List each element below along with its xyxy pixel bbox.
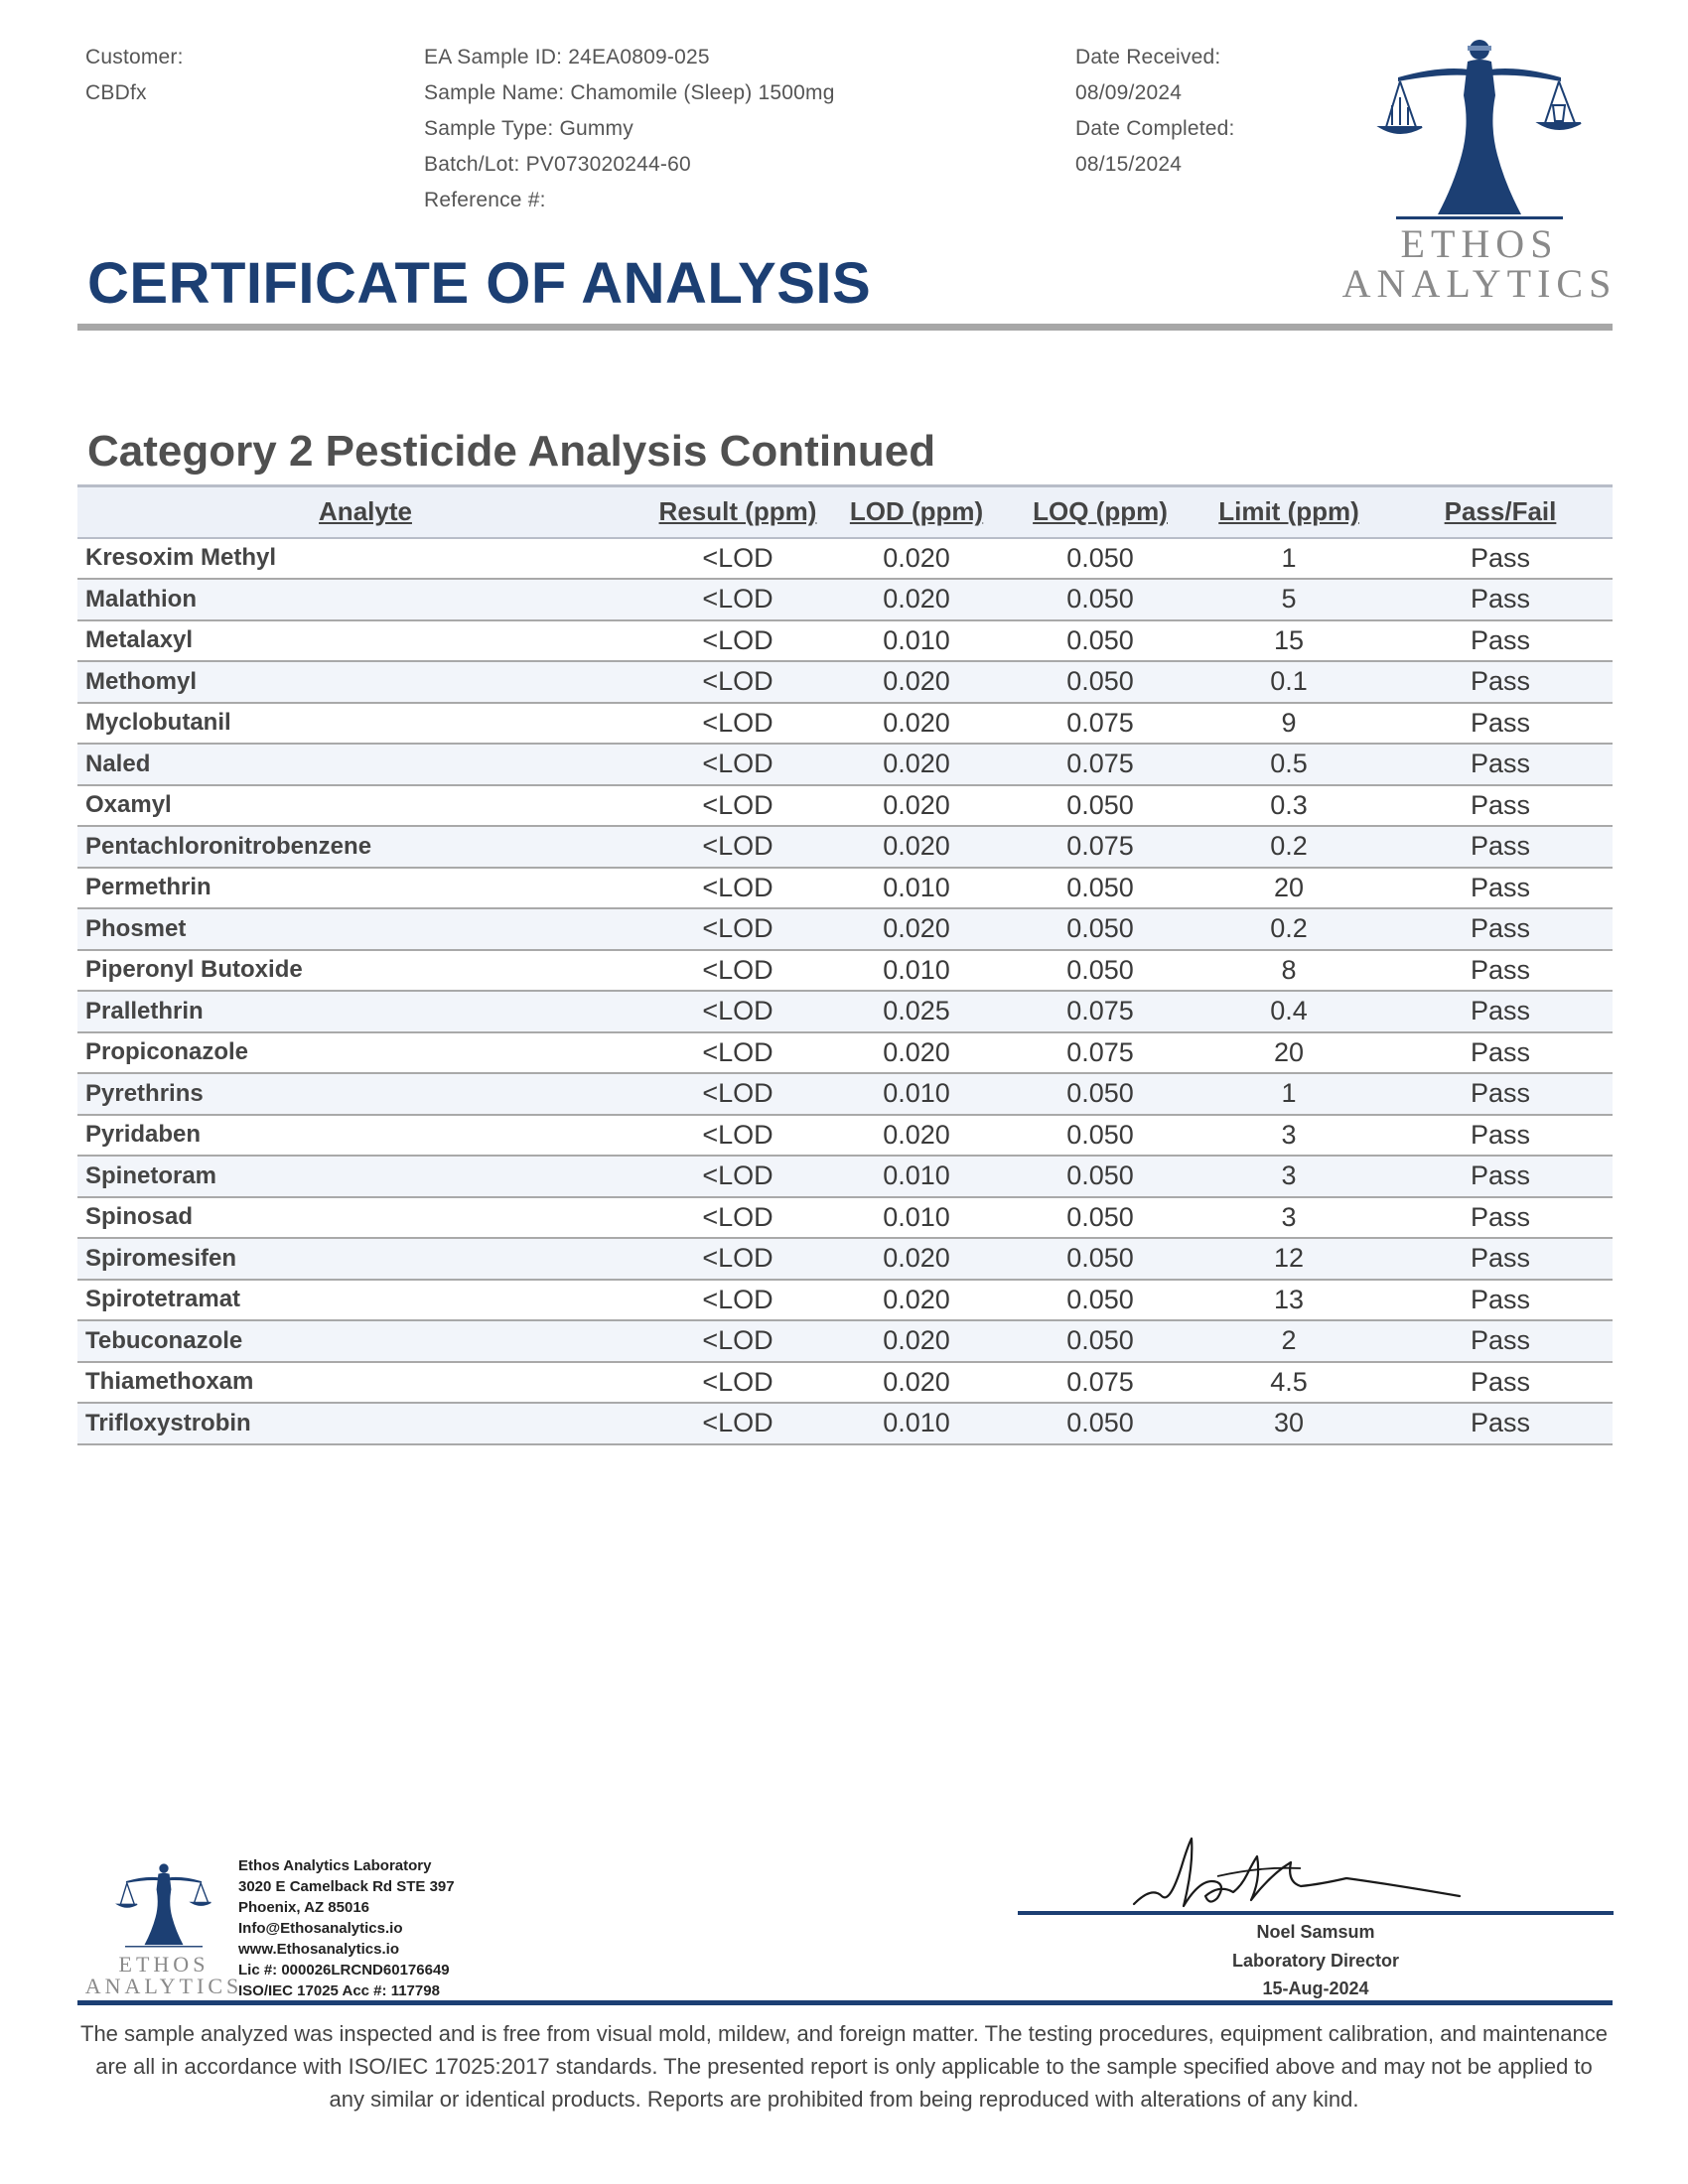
header-limit: Limit (ppm) (1218, 496, 1359, 527)
analyte-cell: Pyrethrins (85, 1079, 204, 1107)
footer-logo-word-analytics: ANALYTICS (84, 1974, 243, 1998)
analyte-cell: Phosmet (85, 914, 187, 942)
table-row (77, 826, 1613, 868)
limit-cell: 0.4 (1270, 996, 1308, 1026)
result-cell: <LOD (702, 1160, 774, 1191)
lod-cell: 0.025 (883, 996, 950, 1026)
lod-cell: 0.020 (883, 584, 950, 614)
header-pass-fail: Pass/Fail (1444, 496, 1557, 527)
pass-fail-cell: Pass (1470, 996, 1531, 1026)
limit-cell: 3 (1281, 1160, 1297, 1191)
analyte-cell: Trifloxystrobin (85, 1409, 251, 1436)
lod-cell: 0.010 (883, 624, 950, 655)
analyte-cell: Prallethrin (85, 997, 204, 1024)
table-row (77, 661, 1613, 703)
table-row (77, 1032, 1613, 1074)
signature-rule (1018, 1911, 1614, 1915)
pass-fail-cell: Pass (1470, 624, 1531, 655)
result-cell: <LOD (702, 666, 774, 697)
loq-cell: 0.075 (1066, 996, 1134, 1026)
analyte-cell: Myclobutanil (85, 709, 231, 737)
sample-type: Sample Type: Gummy (424, 117, 633, 140)
pass-fail-cell: Pass (1470, 954, 1531, 985)
lod-cell: 0.020 (883, 707, 950, 738)
limit-cell: 1 (1281, 542, 1297, 573)
customer-value: CBDfx (85, 81, 147, 104)
pass-fail-cell: Pass (1470, 1366, 1531, 1397)
table-row (77, 868, 1613, 909)
analyte-cell: Piperonyl Butoxide (85, 956, 303, 984)
table-row (77, 538, 1613, 580)
limit-cell: 8 (1281, 954, 1297, 985)
limit-cell: 3 (1281, 1201, 1297, 1232)
pass-fail-cell: Pass (1470, 749, 1531, 779)
analyte-cell: Spinetoram (85, 1161, 217, 1189)
lab-iso-accreditation: ISO/IEC 17025 Acc #: 117798 (238, 1982, 440, 1999)
analyte-cell: Naled (85, 750, 151, 777)
lod-cell: 0.010 (883, 1201, 950, 1232)
customer-label: Customer: (85, 46, 184, 68)
date-completed-label: Date Completed: (1075, 117, 1235, 140)
batch-lot: Batch/Lot: PV073020244-60 (424, 153, 691, 176)
analyte-cell: Malathion (85, 585, 197, 613)
lab-address-line2: Phoenix, AZ 85016 (238, 1899, 369, 1916)
pass-fail-cell: Pass (1470, 1078, 1531, 1109)
limit-cell: 2 (1281, 1325, 1297, 1356)
loq-cell: 0.075 (1066, 831, 1134, 862)
lod-cell: 0.020 (883, 1325, 950, 1356)
limit-cell: 13 (1273, 1284, 1305, 1314)
result-cell: <LOD (702, 789, 774, 820)
loq-cell: 0.050 (1066, 584, 1134, 614)
limit-cell: 20 (1273, 1036, 1305, 1067)
loq-cell: 0.050 (1066, 913, 1134, 944)
loq-cell: 0.050 (1066, 1325, 1134, 1356)
date-received-label: Date Received: (1075, 46, 1221, 68)
sample-name: Sample Name: Chamomile (Sleep) 1500mg (424, 81, 835, 104)
pass-fail-cell: Pass (1470, 1201, 1531, 1232)
lod-cell: 0.020 (883, 1036, 950, 1067)
result-cell: <LOD (702, 996, 774, 1026)
result-cell: <LOD (702, 954, 774, 985)
signer-name: Noel Samsum (1256, 1922, 1375, 1942)
analyte-cell: Spinosad (85, 1203, 194, 1231)
analyte-cell: Permethrin (85, 874, 211, 901)
footer-logo-word-ethos: ETHOS (118, 1952, 210, 1977)
analyte-cell: Metalaxyl (85, 626, 194, 654)
result-cell: <LOD (702, 831, 774, 862)
table-row (77, 1115, 1613, 1157)
result-cell: <LOD (702, 1243, 774, 1274)
result-cell: <LOD (702, 1408, 774, 1438)
lab-website: www.Ethosanalytics.io (238, 1941, 399, 1958)
pass-fail-cell: Pass (1470, 1119, 1531, 1150)
lod-cell: 0.010 (883, 1078, 950, 1109)
limit-cell: 12 (1273, 1243, 1305, 1274)
limit-cell: 5 (1281, 584, 1297, 614)
pass-fail-cell: Pass (1470, 1036, 1531, 1067)
limit-cell: 3 (1281, 1119, 1297, 1150)
signature-image (1122, 1827, 1479, 1916)
header-loq: LOQ (ppm) (1033, 496, 1168, 527)
pass-fail-cell: Pass (1470, 1160, 1531, 1191)
analyte-cell: Oxamyl (85, 791, 172, 819)
table-row (77, 579, 1613, 620)
limit-cell: 20 (1273, 872, 1305, 902)
disclaimer-text: The sample analyzed was inspected and is free from visual mold, mildew, and foreign matter. The testing procedures, equipment calibration, and maintenance are all in accordance with ISO/IEC 17025:2017 standards. The presented report is only applicable to the sample specified above and may not be applied to any similar or identical products. Reports are prohibited from being reproduced with alterations of any kind. (80, 2021, 1608, 2112)
date-completed-value: 08/15/2024 (1075, 153, 1183, 176)
analyte-cell: Spiromesifen (85, 1244, 237, 1272)
table-header-row (77, 486, 1613, 538)
analyte-cell: Spirotetramat (85, 1286, 241, 1313)
lod-cell: 0.020 (883, 1243, 950, 1274)
lod-cell: 0.020 (883, 666, 950, 697)
logo-word-ethos: ETHOS (1400, 221, 1559, 266)
result-cell: <LOD (702, 707, 774, 738)
pass-fail-cell: Pass (1470, 872, 1531, 902)
lod-cell: 0.020 (883, 789, 950, 820)
limit-cell: 0.5 (1270, 749, 1308, 779)
loq-cell: 0.050 (1066, 666, 1134, 697)
table-row (77, 785, 1613, 827)
table-row (77, 1156, 1613, 1197)
header-analyte: Analyte (319, 496, 412, 527)
loq-cell: 0.050 (1066, 1408, 1134, 1438)
loq-cell: 0.075 (1066, 749, 1134, 779)
lod-cell: 0.020 (883, 1284, 950, 1314)
pass-fail-cell: Pass (1470, 913, 1531, 944)
lod-cell: 0.010 (883, 872, 950, 902)
table-row (77, 744, 1613, 785)
analyte-cell: Propiconazole (85, 1038, 249, 1066)
result-cell: <LOD (702, 749, 774, 779)
loq-cell: 0.050 (1066, 624, 1134, 655)
section-title: Category 2 Pesticide Analysis Continued (87, 427, 936, 476)
result-cell: <LOD (702, 1201, 774, 1232)
loq-cell: 0.050 (1066, 1119, 1134, 1150)
loq-cell: 0.050 (1066, 954, 1134, 985)
analyte-cell: Tebuconazole (85, 1326, 243, 1354)
table-row (77, 991, 1613, 1032)
pass-fail-cell: Pass (1470, 1325, 1531, 1356)
loq-cell: 0.050 (1066, 789, 1134, 820)
table-row (77, 1362, 1613, 1404)
limit-cell: 0.3 (1270, 789, 1308, 820)
title-divider (77, 324, 1613, 331)
limit-cell: 0.1 (1270, 666, 1308, 697)
result-cell: <LOD (702, 1284, 774, 1314)
table-row (77, 620, 1613, 662)
loq-cell: 0.050 (1066, 542, 1134, 573)
document-title: CERTIFICATE OF ANALYSIS (87, 251, 872, 316)
limit-cell: 0.2 (1270, 913, 1308, 944)
table-row (77, 1197, 1613, 1239)
lod-cell: 0.020 (883, 1366, 950, 1397)
pass-fail-cell: Pass (1470, 789, 1531, 820)
limit-cell: 0.2 (1270, 831, 1308, 862)
lod-cell: 0.020 (883, 542, 950, 573)
signer-title: Laboratory Director (1231, 1951, 1400, 1971)
lab-address-line1: 3020 E Camelback Rd STE 397 (238, 1878, 455, 1895)
lod-cell: 0.010 (883, 954, 950, 985)
lod-cell: 0.010 (883, 1408, 950, 1438)
pass-fail-cell: Pass (1470, 542, 1531, 573)
loq-cell: 0.050 (1066, 1243, 1134, 1274)
footer-divider (77, 2000, 1613, 2005)
analyte-cell: Thiamethoxam (85, 1368, 254, 1396)
lod-cell: 0.010 (883, 1160, 950, 1191)
pass-fail-cell: Pass (1470, 1408, 1531, 1438)
limit-cell: 30 (1273, 1408, 1305, 1438)
header-result: Result (ppm) (658, 496, 817, 527)
loq-cell: 0.050 (1066, 1160, 1134, 1191)
footer-ethos-logo-icon (99, 1848, 228, 1968)
lab-name: Ethos Analytics Laboratory (238, 1857, 432, 1874)
result-cell: <LOD (702, 1119, 774, 1150)
lab-email: Info@Ethosanalytics.io (238, 1920, 403, 1937)
table-row (77, 908, 1613, 950)
analyte-cell: Pentachloronitrobenzene (85, 832, 372, 860)
header-lod: LOD (ppm) (849, 496, 984, 527)
pass-fail-cell: Pass (1470, 831, 1531, 862)
lod-cell: 0.020 (883, 1119, 950, 1150)
signature-date: 15-Aug-2024 (1262, 1979, 1369, 1998)
table-row (77, 1073, 1613, 1115)
date-received-value: 08/09/2024 (1075, 81, 1183, 104)
result-cell: <LOD (702, 624, 774, 655)
pass-fail-cell: Pass (1470, 1284, 1531, 1314)
loq-cell: 0.050 (1066, 872, 1134, 902)
result-cell: <LOD (702, 872, 774, 902)
analyte-cell: Pyridaben (85, 1121, 202, 1149)
ethos-logo-icon (1340, 36, 1618, 234)
lod-cell: 0.020 (883, 913, 950, 944)
table-row (77, 1403, 1613, 1444)
pass-fail-cell: Pass (1470, 1243, 1531, 1274)
loq-cell: 0.075 (1066, 1036, 1134, 1067)
result-cell: <LOD (702, 1366, 774, 1397)
logo-word-analytics: ANALYTICS (1341, 261, 1618, 306)
result-cell: <LOD (702, 542, 774, 573)
analyte-cell: Methomyl (85, 667, 198, 695)
limit-cell: 9 (1281, 707, 1297, 738)
limit-cell: 15 (1273, 624, 1305, 655)
pass-fail-cell: Pass (1470, 666, 1531, 697)
table-row (77, 950, 1613, 992)
analyte-cell: Kresoxim Methyl (85, 544, 277, 572)
result-cell: <LOD (702, 913, 774, 944)
lab-license: Lic #: 000026LRCND60176649 (238, 1962, 450, 1979)
result-cell: <LOD (702, 1078, 774, 1109)
table-row (77, 1238, 1613, 1280)
result-cell: <LOD (702, 1325, 774, 1356)
loq-cell: 0.050 (1066, 1284, 1134, 1314)
loq-cell: 0.050 (1066, 1201, 1134, 1232)
table-body (77, 538, 1613, 1444)
table-row (77, 703, 1613, 745)
table-row (77, 1320, 1613, 1362)
lod-cell: 0.020 (883, 831, 950, 862)
lod-cell: 0.020 (883, 749, 950, 779)
result-cell: <LOD (702, 1036, 774, 1067)
pass-fail-cell: Pass (1470, 707, 1531, 738)
pass-fail-cell: Pass (1470, 584, 1531, 614)
sample-id: EA Sample ID: 24EA0809-025 (424, 46, 710, 68)
reference: Reference #: (424, 189, 546, 211)
table-row (77, 1280, 1613, 1321)
limit-cell: 1 (1281, 1078, 1297, 1109)
loq-cell: 0.050 (1066, 1078, 1134, 1109)
loq-cell: 0.075 (1066, 707, 1134, 738)
loq-cell: 0.075 (1066, 1366, 1134, 1397)
pesticide-results-table (77, 484, 1613, 1445)
result-cell: <LOD (702, 584, 774, 614)
limit-cell: 4.5 (1270, 1366, 1308, 1397)
